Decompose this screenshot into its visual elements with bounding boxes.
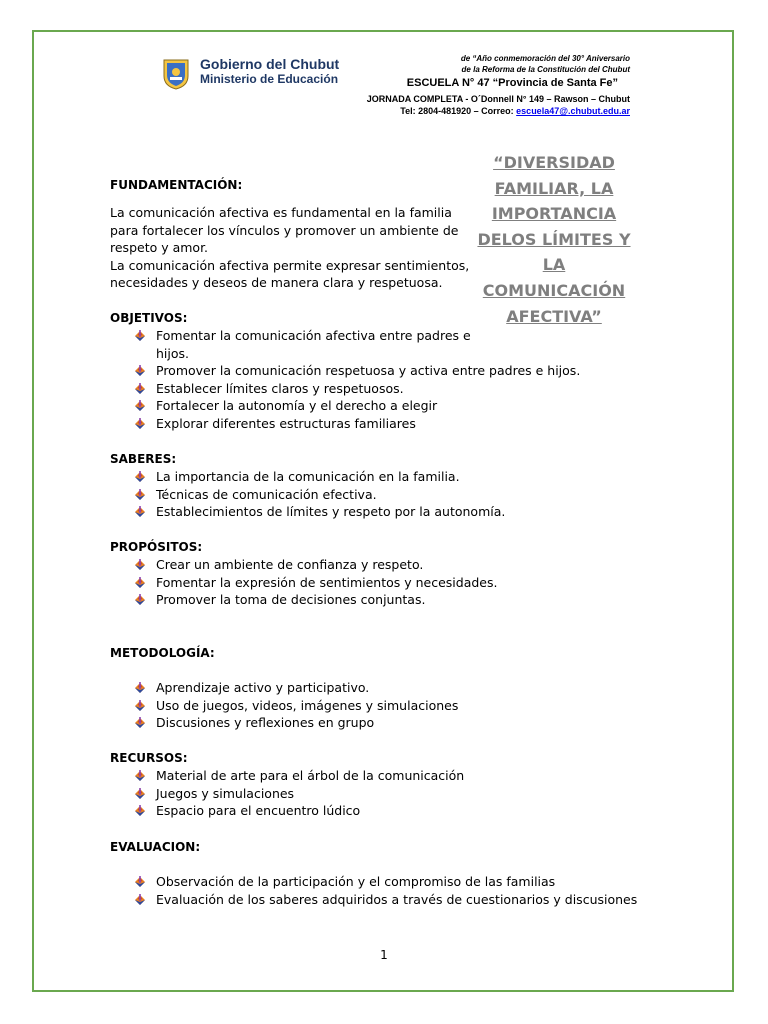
bullet-icon (134, 383, 146, 395)
objetivos-list (134, 327, 580, 433)
letterhead (160, 52, 630, 122)
list-item: Uso de juegos, videos, imágenes y simulaciones (134, 697, 458, 715)
title-line: IMPORTANCIA (491, 204, 617, 224)
evaluacion-list (134, 873, 637, 908)
bullet-icon (134, 489, 146, 501)
list-item: Fomentar la expresión de sentimientos y necesidades. (134, 574, 497, 592)
list-item: Fomentar la comunicación afectiva entre padres e hijos. (134, 327, 580, 362)
bullet-icon (134, 577, 146, 589)
list-item: Espacio para el encuentro lúdico (134, 802, 464, 820)
title-line: COMUNICACIÓN (482, 280, 626, 300)
gov-title: Gobierno del Chubut (200, 56, 340, 72)
list-item: Juegos y simulaciones (134, 785, 464, 803)
anniversary-line-1: de “Año conmemoración del 30° Aniversario (460, 54, 630, 63)
propositos-heading: PROPÓSITOS: (110, 540, 203, 554)
evaluacion-heading: EVALUACION: (110, 840, 201, 854)
page-number: 1 (380, 948, 388, 962)
bullet-icon (134, 700, 146, 712)
list-item-continuation: hijos. (156, 345, 190, 361)
title-line: DELOS LÍMITES Y (477, 229, 631, 249)
fundamentacion-heading: FUNDAMENTACIÓN: (110, 178, 243, 192)
bullet-icon (134, 506, 146, 518)
bullet-icon (134, 559, 146, 571)
title-line: LA (542, 255, 566, 275)
list-item: Observación de la participación y el compromiso de las familias (134, 873, 637, 891)
document-title (474, 150, 634, 329)
title-line: “DIVERSIDAD (493, 153, 615, 172)
bullet-icon (134, 770, 146, 782)
list-item: Explorar diferentes estructuras familiares (134, 415, 580, 433)
phone-label: Tel: 2804-481920 – Correo: (400, 106, 517, 116)
list-item: Establecimientos de límites y respeto por la autonomía. (134, 503, 505, 521)
list-item: Discusiones y reflexiones en grupo (134, 714, 458, 732)
bullet-icon (134, 400, 146, 412)
paragraph-line: necesidades y deseos de manera clara y respetuosa. (110, 275, 443, 290)
fundamentacion-text (110, 204, 469, 292)
chubut-seal-icon (160, 56, 192, 90)
metodologia-heading: METODOLOGÍA: (110, 646, 215, 660)
bullet-icon (134, 471, 146, 483)
bullet-icon (134, 330, 146, 342)
school-name: ESCUELA N° 47 “Provincia de Santa Fe” (406, 77, 618, 89)
paragraph-line: La comunicación afectiva es fundamental en la familia (110, 205, 452, 220)
bullet-icon (134, 894, 146, 906)
list-item: Fortalecer la autonomía y el derecho a elegir (134, 397, 580, 415)
list-item: La importancia de la comunicación en la familia. (134, 468, 505, 486)
title-line: FAMILIAR, LA (494, 178, 614, 198)
paragraph-line: respeto y amor. (110, 240, 209, 255)
bullet-icon (134, 418, 146, 430)
gov-subtitle: Ministerio de Educación (200, 72, 339, 86)
list-item: Promover la comunicación respetuosa y activa entre padres e hijos. (134, 362, 580, 380)
list-item: Promover la toma de decisiones conjuntas. (134, 591, 497, 609)
list-item: Evaluación de los saberes adquiridos a través de cuestionarios y discusiones (134, 891, 637, 909)
objetivos-heading: OBJETIVOS: (110, 311, 188, 325)
bullet-icon (134, 682, 146, 694)
bullet-icon (134, 365, 146, 377)
school-contact (400, 106, 630, 116)
list-item: Crear un ambiente de confianza y respeto. (134, 556, 497, 574)
list-item: Técnicas de comunicación efectiva. (134, 486, 505, 504)
list-item: Establecer límites claros y respetuosos. (134, 380, 580, 398)
recursos-list (134, 767, 464, 820)
metodologia-list (134, 679, 458, 732)
propositos-list (134, 556, 497, 609)
email-link[interactable]: escuela47@.chubut.edu.ar (516, 106, 630, 116)
bullet-icon (134, 876, 146, 888)
school-address: JORNADA COMPLETA - O´Donnell N° 149 – Rawson – Chubut (366, 94, 630, 104)
bullet-icon (134, 594, 146, 606)
recursos-heading: RECURSOS: (110, 751, 188, 765)
paragraph-line: La comunicación afectiva permite expresar sentimientos, (110, 257, 470, 273)
bullet-icon (134, 788, 146, 800)
bullet-icon (134, 717, 146, 729)
saberes-heading: SABERES: (110, 452, 177, 466)
title-line: AFECTIVA” (506, 306, 602, 326)
anniversary-line-2: de la Reforma de la Constitución del Chubut (461, 65, 630, 74)
paragraph-line: para fortalecer los vínculos y promover un ambiente de (110, 222, 459, 238)
list-item: Material de arte para el árbol de la comunicación (134, 767, 464, 785)
saberes-list (134, 468, 505, 521)
list-item: Aprendizaje activo y participativo. (134, 679, 458, 697)
bullet-icon (134, 805, 146, 817)
